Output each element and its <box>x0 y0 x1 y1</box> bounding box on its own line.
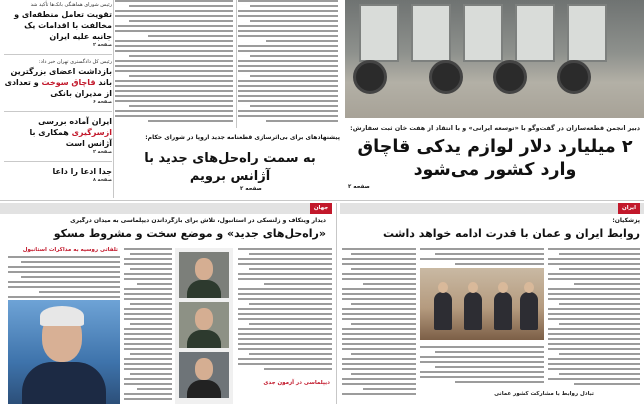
middle-story-headline[interactable]: به سمت راه‌حل‌های جدید با آژانس برویم <box>144 151 316 184</box>
section-label-left[interactable]: جهان <box>310 203 332 214</box>
teaser-page-ref: صفحه ۶ <box>92 100 112 105</box>
teaser-item[interactable] <box>4 116 112 156</box>
teaser-page-ref: صفحه ۲ <box>92 43 112 48</box>
top-story-photo[interactable] <box>345 0 644 118</box>
left-story-box-title: دیپلماسی در آزمون جدی <box>263 380 330 386</box>
photo-detail <box>40 306 84 326</box>
teaser-column <box>4 2 112 202</box>
photo-detail <box>493 60 527 94</box>
photo-detail <box>464 292 482 330</box>
right-story-body-text <box>548 248 640 388</box>
photo-detail <box>463 4 503 62</box>
teaser-headline: ایران آماده بررسی ازسرگیری همکاری با آژانس است <box>29 117 112 148</box>
teaser-item[interactable] <box>4 2 112 49</box>
teaser-headline: جدا ادعا را داعا <box>52 167 112 176</box>
teaser-headline: بازداشت اعضای بزرگترین باند قاچاق سوخت و تعدادی از مدیران بانکی <box>4 67 112 98</box>
teaser-divider <box>4 54 112 55</box>
photo-detail <box>434 292 452 330</box>
section-label-right[interactable]: ایران <box>618 203 640 214</box>
middle-body-text <box>115 0 233 130</box>
section-bar-left <box>0 203 332 214</box>
right-story-body-text <box>420 346 544 386</box>
top-story-headline[interactable]: ۲ میلیارد دلار لوازم یدکی قاچاق وارد کشور می‌شود <box>357 137 633 180</box>
photo-detail <box>411 4 451 62</box>
section-divider <box>0 200 644 201</box>
section-bar-right <box>340 203 644 214</box>
column-divider <box>336 203 337 404</box>
photo-detail <box>494 292 512 330</box>
teaser-page-ref: صفحه ۸ <box>92 178 112 183</box>
photo-detail <box>179 252 229 298</box>
teaser-headline: تقویت تعامل منطقه‌ای و مخالفت با اقدامات یک جانبه علیه ایران <box>14 10 112 41</box>
photo-detail <box>515 4 555 62</box>
photo-detail <box>359 4 399 62</box>
left-story-portrait-photo[interactable] <box>8 300 120 404</box>
photo-detail <box>429 60 463 94</box>
photo-detail <box>557 60 591 94</box>
top-story-body-text <box>238 0 338 130</box>
left-story-body-text <box>238 248 332 373</box>
right-story-body-text <box>342 248 416 398</box>
teaser-divider <box>4 161 112 162</box>
teaser-kicker: رئیس کل دادگستری تهران خبر داد: <box>38 59 112 65</box>
teaser-kicker: رئیس شورای هماهنگی بانک‌ها تأکید شد <box>30 2 112 8</box>
left-story-inset-photos[interactable] <box>175 248 233 404</box>
column-divider <box>236 0 237 128</box>
right-story-photo[interactable] <box>420 268 544 340</box>
photo-detail <box>179 352 229 398</box>
top-story-kicker: دبیر انجمن قطعه‌سازان در گفت‌وگو با «توسعه ایرانی» و با انتقاد از هفت خان ثبت سفارش: <box>350 124 640 132</box>
right-story-body-text <box>420 248 544 268</box>
top-story-page-ref: صفحه ۲ <box>348 184 370 190</box>
middle-story-page-ref: صفحه ۲ <box>240 186 262 192</box>
photo-detail <box>22 362 106 404</box>
teaser-divider <box>4 111 112 112</box>
left-story-red-kicker: تلفاتی روسیه به مذاکرات استانبول <box>22 247 118 253</box>
right-story-headline[interactable]: روابط ایران و عمان با قدرت ادامه خواهد داشت <box>383 227 640 240</box>
column-divider <box>113 0 114 198</box>
left-story-body-text <box>8 256 120 301</box>
middle-story-kicker: پیشنهادهای برای بی‌اثرسازی قطعنامه جدید اروپا در شورای حکام: <box>145 134 340 141</box>
left-story-headline[interactable]: «راه‌حل‌های جدید» و موضع سخت و مشروط مسکو <box>53 227 326 240</box>
teaser-item[interactable] <box>4 166 112 184</box>
left-story-body-text <box>124 248 172 403</box>
teaser-item[interactable] <box>4 59 112 106</box>
photo-detail <box>567 4 607 62</box>
photo-detail <box>520 292 538 330</box>
right-story-caption: تبادل روابط با مشارکت کشور عمانی <box>494 391 594 397</box>
right-story-kicker: پزشکیان: <box>612 217 640 224</box>
photo-detail <box>353 60 387 94</box>
photo-detail <box>179 302 229 348</box>
left-story-kicker: دیدار ویتکاف و زلنسکی در استانبول، تلاش برای بازگرداندن دیپلماسی به میدان درگیری <box>70 217 326 224</box>
teaser-page-ref: صفحه ۲ <box>92 150 112 155</box>
